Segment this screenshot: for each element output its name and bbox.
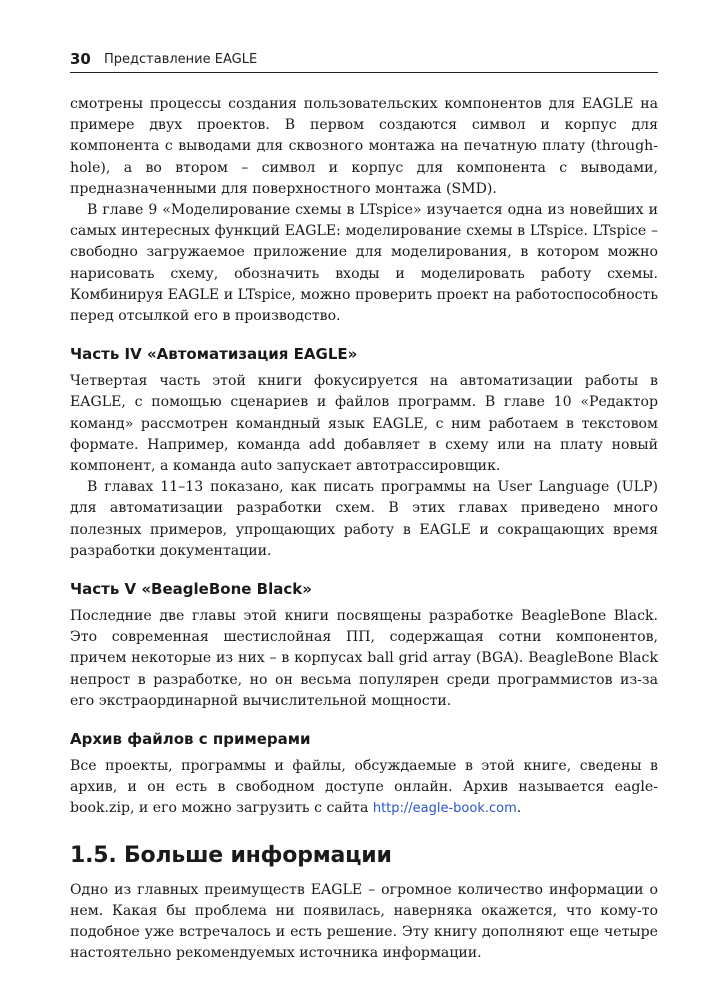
paragraph-continued: смотрены процессы создания пользовательских компонентов для EAGLE на примере двух проектов. В первом создаются символ и корпус для компонента с выводами для сквозного монтажа на печатную плату (through-hole), а во втором – символ и корпус для компонента с выводами, предназначенными для поверхностного монтажа (SMD). [70, 96, 658, 197]
heading-archive: Архив файлов с примерами [70, 730, 311, 749]
paragraph-archive [70, 756, 658, 820]
running-header [70, 44, 658, 73]
running-title: Представление EAGLE [104, 52, 258, 67]
heading-part-4: Часть IV «Автоматизация EAGLE» [70, 345, 358, 364]
paragraph-more-info: Одно из главных преимуществ EAGLE – огромное количество информации о нем. Какая бы проблема ни появилась, наверняка окажется, что кому-то подобное уже встречалось и есть решение. Эту книгу дополняют еще четыре настоятельно рекомендуемых источника информации. [70, 881, 658, 962]
main-text [70, 94, 658, 965]
paragraph-chapter9: В главе 9 «Моделирование схемы в LTspice» изучается одна из новейших и самых интересных функций EAGLE: моделирование схемы в LTspice. LTspice – свободно загружаемое приложение для моделирования, в котором можно нарисовать схему, обозначить входы и моделировать работу схемы. Комбинируя EAGLE и LTspice, можно проверить проект на работоспособность перед отсылкой его в производство. [70, 202, 658, 325]
paragraph-part4-intro: Четвертая часть этой книги фокусируется на автоматизации работы в EAGLE, с помощью сценариев и файлов программ. В главе 10 «Редактор команд» рассмотрен командный язык EAGLE, с ним работаем в текстовом формате. Например, команда add добавляет в схему или на плату новый компонент, а команда auto запускает автотрассировщик. [70, 373, 658, 475]
heading-part-5: Часть V «BeagleBone Black» [70, 580, 312, 599]
book-website-link[interactable]: http://eagle-book.com [372, 801, 517, 817]
archive-text-end: . [516, 800, 522, 817]
book-page [70, 0, 658, 1000]
archive-text: Все проекты, программы и файлы, обсуждаемые в этой книге, сведены в архив, и он есть в свободном доступе онлайн. Архив называется eagle-book.zip, и его можно загрузить с сайта [70, 758, 658, 817]
section-heading-1-5: 1.5. Больше информации [70, 842, 392, 868]
paragraph-ulp: В главах 11–13 показано, как писать программы на User Language (ULP) для автоматизации разработки схем. В этих главах приведено много полезных примеров, упрощающих работу в EAGLE и сокращающих время разработки документации. [70, 479, 658, 559]
paragraph-beaglebone: Последние две главы этой книги посвящены разработке BeagleBone Black. Это современная шестислойная ПП, содержащая сотни компонентов, причем некоторые из них – в корпусах ball grid array (BGA). BeagleBone Black непрост в разработке, но он весьма популярен среди программистов из-за его экстраординарной вычислительной мощности. [70, 608, 658, 709]
page-number: 30 [70, 50, 91, 68]
